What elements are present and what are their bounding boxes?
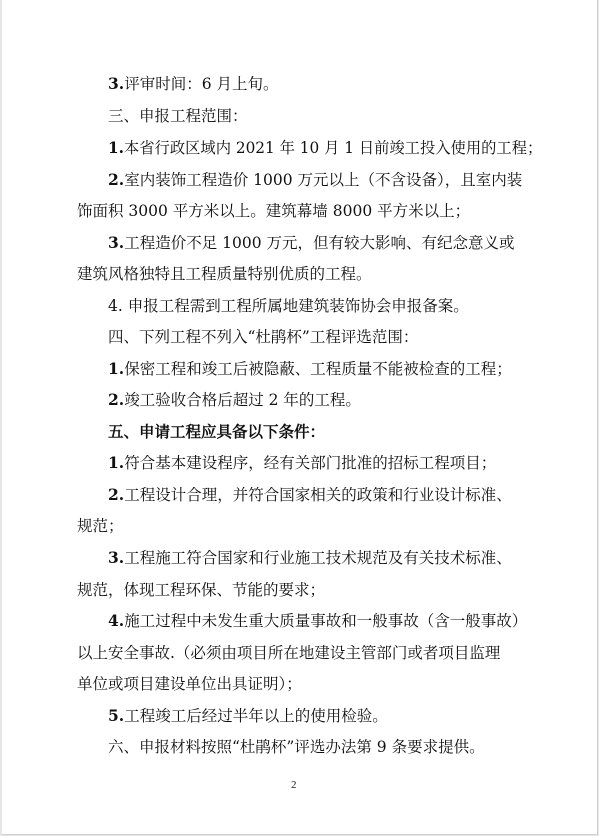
line-exclude-1	[108, 359, 512, 379]
line-text: 室内装饰工程造价 1000 万元以上（不含设备），且室内装	[124, 171, 523, 189]
line-scope-2-cont	[77, 201, 470, 221]
line-text: 工程竣工后经过半年以上的使用检验。	[124, 707, 388, 725]
line-text: 符合基本建设程序，经有关部门批准的招标工程项目；	[124, 454, 497, 472]
item-number: 2.	[108, 170, 125, 189]
page-number: 2	[291, 779, 297, 791]
item-number: 1.	[108, 138, 124, 157]
line-scope-3	[108, 233, 515, 253]
item-number: 3.	[108, 233, 125, 252]
line-text: 规范；	[77, 517, 124, 535]
line-text: 竣工验收合格后超过 2 年的工程。	[124, 391, 361, 409]
line-text: 4. 申报工程需到工程所属地建筑装饰协会申报备案。	[108, 297, 469, 315]
line-condition-1	[108, 453, 496, 473]
line-exclude-2	[108, 390, 361, 410]
heading-text: 三、申报工程范围：	[108, 107, 248, 125]
item-number: 4.	[108, 611, 125, 630]
line-text: 工程设计合理，并符合国家相关的政策和行业设计标准、	[124, 486, 512, 504]
line-review-time	[108, 74, 278, 94]
item-number: 1.	[108, 359, 125, 378]
line-text: 评审时间：6 月上旬。	[124, 75, 279, 93]
line-scope-4	[108, 296, 469, 316]
item-number: 5.	[108, 706, 125, 725]
document-page	[2, 0, 598, 835]
line-condition-4-cont-2	[77, 674, 302, 694]
line-text: 建筑风格独特且工程质量特别优质的工程。	[77, 265, 372, 283]
line-condition-4-cont-1	[77, 643, 500, 663]
line-text: 饰面积 3000 平方米以上。建筑幕墙 8000 平方米以上；	[77, 202, 471, 220]
line-text: 规范，体现工程环保、节能的要求；	[77, 581, 326, 599]
section-heading-5	[108, 422, 325, 442]
item-number: 3.	[108, 548, 125, 567]
line-text: 本省行政区域内 2021 年 10 月 1 日前竣工投入使用的工程；	[123, 139, 543, 157]
line-text: 施工过程中未发生重大质量事故和一般事故（含一般事故）	[124, 612, 528, 630]
heading-text: 六、申报材料按照“杜鹃杯”评选办法第 9 条要求提供。	[108, 738, 485, 756]
line-text: 保密工程和竣工后被隐蔽、工程质量不能被检查的工程；	[124, 360, 512, 378]
line-scope-3-cont	[77, 264, 372, 284]
line-text: 工程造价不足 1000 万元，但有较大影响、有纪念意义或	[124, 234, 515, 252]
heading-text: 四、下列工程不列入“杜鹃杯”工程评选范围：	[108, 328, 419, 346]
section-heading-3	[108, 106, 248, 126]
line-condition-3-cont	[77, 580, 325, 600]
line-condition-4	[108, 611, 527, 631]
section-heading-6	[108, 737, 485, 757]
line-condition-2	[108, 485, 512, 505]
item-number: 3.	[108, 74, 125, 93]
item-number: 2.	[108, 485, 125, 504]
line-text: 单位或项目建设单位出具证明）；	[77, 675, 302, 693]
line-text: 工程施工符合国家和行业施工技术规范及有关技术标准、	[124, 549, 512, 567]
line-condition-3	[108, 548, 512, 568]
item-number: 1.	[108, 453, 125, 472]
section-heading-4	[108, 327, 418, 347]
line-condition-5	[108, 706, 388, 726]
heading-text: 五、申请工程应具备以下条件：	[108, 423, 326, 441]
line-scope-2	[108, 170, 522, 190]
line-condition-2-cont	[77, 516, 124, 536]
item-number: 2.	[108, 390, 125, 409]
line-scope-1	[108, 138, 542, 158]
line-text: 以上安全事故.（必须由项目所在地建设主管部门或者项目监理	[77, 644, 501, 662]
